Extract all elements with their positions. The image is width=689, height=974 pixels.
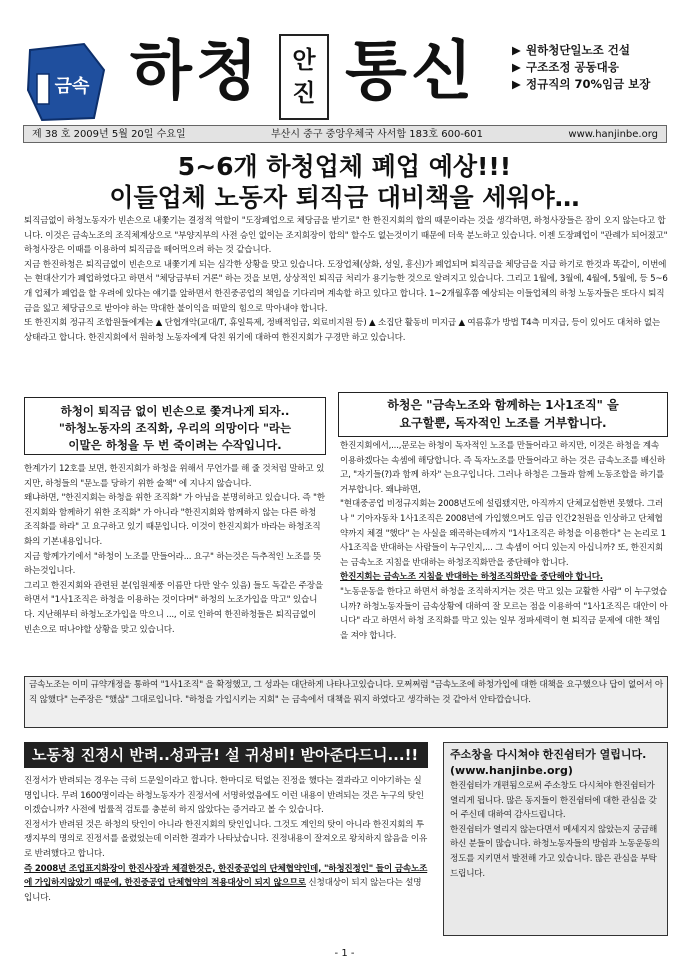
website-notice-paragraph: 한진쉼터가 개편됨으로써 주소창도 다시쳐야 한진쉼터가 열리게 됩니다. 많은 동지들이 한진쉼터에 대한 관심을 갖어 주신데 대하여 감사드립니다. [450, 781, 657, 821]
issue-website: www.hanjinbe.org [568, 129, 658, 140]
right-paragraph: 한진지회에서,...,문로는 하청이 독자적인 노조를 만들어라고 하지만, 이것은 하청을 계속 이용하겠다는 속셈에 해당합니다. 즉 독자노조를 만들어라고 하는 것은 금속노조를 배신하고, "자기들(?)과 함께 하자" 는요구입니다. 그러나 하청은 그들과 함께 노동조합을 하기를 거부합니다. 왜냐하면, [340, 441, 666, 495]
logo-text: 금속 [54, 76, 90, 97]
notice-box [24, 676, 668, 728]
left-article-body [24, 462, 326, 637]
masthead-title-middle [279, 34, 329, 120]
website-notice-paragraph: 한진쉼터가 열리지 않는다면서 메세지지 않았는지 궁금해 하신 분들이 많습니다. 하청노동자들의 방쉼과 노동운동의 정도를 지키면서 발전해 가고 있습니다. 많은 관심을 부탁드립니다. [450, 824, 660, 879]
lead-paragraph: 퇴직금없이 하청노동자가 빈손으로 내쫓기는 결정적 역할이 "도장폐업으로 체당금을 받기로" 한 한진지회의 합의 때문이라는 것을 생각하면, 하청사장들은 잠이 오지 않는다고 합니다. 이것은 금속노조의 조직체계상으로 "부양지부의 사전 승인 없이는 조지회장이 합의" 할수도 없는것이기 때문에 더욱 분노하고 있습니다. 이젠 도장폐업이 "관례가 되어졌고" 하청사장은 이때를 이용하여 퇴직금을 떼어먹으려 하는 것 같습니다. [24, 216, 668, 256]
arrow-icon: ▶ [512, 60, 521, 74]
slogan-item: ▶ 정규직의 70%임금 보장 [512, 77, 651, 91]
issue-bar [23, 125, 667, 143]
lead-paragraph: 지금 한진하청은 퇴직금없이 빈손으로 내쫓기게 되는 심각한 상황을 맞고 있습니다. 도장업체(상화, 성일, 흥신)가 폐업되며 퇴직금을 체당금을 지급 하기로 한것과 똑같이, 이번에는 현대산기가 폐업하였다고 하면서 "체당금부터 거론" 하는 것을 보면, 상상적인 퇴직금 처리가 용기능한 것으로 알려지고 있습니다. 그리고 1월에, 3월에, 4월에, 5월에, 등 5~6개 업체가 폐업을 할 우려에 있다는 얘기를 앞하면서 한진중공업의 책임을 기다리며 계속할 하고 있다고 합니다. 1~2개월후쯤 예상되는 이들업체의 하청 노동자들은 또다시 퇴직금을 잃고 체당금으로 받아야 하는 막대한 불이익을 떠맡의 힘으로 막아내야 합니다. [24, 259, 668, 314]
masthead-title-right: 통신 [345, 35, 477, 109]
left-paragraph: 왜냐하면, "한진지회는 하청을 위한 조직화" 가 아님을 분명히하고 있습니다. 즉 "한진지회와 함께하기 위한 조직화" 가 아니라 "한진지회와 함께하지 않는 다른 하청 조직화를 하라" 고 요구하고 있기 때문입니다. 이것이 한진지회가 바라는 하청조직화의 기본내용입니다. [24, 493, 325, 547]
right-article-heading: 하청은 "금속노조와 함께하는 1사1조직" 을 요구할뿐, 독자적인 노조를 거부합니다. [338, 392, 668, 437]
left-paragraph: 지금 항께가기에서 "하청이 노조를 만들어라... 요구" 하는것은 득추적인 노조를 뜻하는것입니다. [24, 551, 322, 577]
right-paragraph: "현대중공업 비정규지회는 2008년도에 설립됐지만, 아직까지 단체교섭한번 못했다. 그러나 " 기아자동차 1사1조직은 2008년에 가입했으며도 임금 인간2천원을 인상하고 단체협약까지 체결 "했다" 는 사실을 왜곡하는데까지 "1사1조직은 하청을 이용한다" 는 논리로 1사1조직을 반대하는 사람들이 누구인지,... 그 속셈이 어디 있는지 아십니까? 또, 한진지회는 금속노조 지침을 반대하는 하청조직화만을 중단해야 합니다. [340, 499, 667, 568]
bottom-article-body [24, 774, 428, 905]
bottom-article-heading: 노동청 진정시 반려..성과금! 설 귀성비! 받아준다드니...!! [24, 742, 428, 768]
issue-date: 제 38 호 2009년 5월 20일 수요일 [32, 129, 186, 140]
website-notice-box [443, 742, 668, 936]
right-emphasis: 한진지회는 금속노조 지침을 반대하는 하청조직화만을 중단해야 합니다. [340, 572, 603, 583]
arrow-icon: ▶ [512, 77, 521, 91]
union-logo [24, 40, 108, 124]
left-paragraph: 그리고 한진지회와 관련된 분(임원제풍 이름만 다만 알수 있음) 들도 독같은 주장을 하면서 "1사1조직은 하청을 이용하는 것이다며" 하청의 노조가입을 막고" 있습니다. 지난해부터 하청노조가입을 막으니 ..., 이로 인하여 한진하청들은 퇴직금없이 빈손으로 떠나야할 상황을 맞고 있습니다. [24, 580, 323, 635]
lead-paragraph: 또 한진지회 정규직 조합원들에게는 ▲ 단협개악(교대/T, 휴일특제, 정배적임금, 외료비지원 등) ▲ 소집단 활동비 미지급 ▲ 여름휴가 방법 T4측 미지급, 등이 있어도 대처하 없는상태라고 합니다. 한진지회에서 원하청 노동자에게 닥친 위기에 대하여 한진지회가 구경만 하고 있습니다. [24, 318, 661, 343]
left-article-heading: 하청이 퇴직금 없이 빈손으로 쫓겨나게 되자.. "하청노동자의 조직화, 우리의 의망이다 "라는 이말은 하청을 두 번 죽이려는 수작입니다. [24, 397, 326, 455]
bottom-paragraph: 진정서가 반려되는 경우는 극히 드문일이라고 합니다. 한마디로 턱없는 진정을 했다는 결과라고 이야기하는 실명입니다. 무려 1600명이라는 하청노동자가 진정서에 서명하였음에도 이런 내용이 반려되는 것은 누구의 탓인이겠습니까? 사전에 법률적 검토를 충분히 하지 않았다는 증거라고 볼 수 있습니다. [24, 776, 424, 816]
headline-line-1: 5~6개 하청업체 폐업 예상!!! [177, 152, 512, 181]
masthead-title-left: 하청 [130, 35, 262, 109]
right-paragraph: "노동운동을 한다고 하면서 하청을 조직하지거는 것은 막고 있는 교활한 사람" 이 누구였습니까? 하청노동자들이 금속상황에 대하여 잘 모르는 점을 이용하여 "1사1조직은 대안이 아니다" 라고 하면서 하청 조직화를 막고 있는 일부 정파세력이 현 퇴직금 문제에 대한 책임을 져야 합니다. [340, 586, 668, 641]
issue-address: 부산시 중구 중앙우체국 사서함 183호 600-601 [271, 129, 484, 140]
page-number: - 1 - [334, 948, 355, 959]
bottom-paragraph-tail: 신청대상이 되지 않는다는 설명입니다. [24, 878, 422, 903]
lead-article [24, 214, 668, 345]
slogan-item: ▶ 구조조정 공동대응 [512, 60, 619, 74]
bottom-paragraph: 진정서가 반려된 것은 하청의 탓인이 아니라 한진지회의 탓인입니다. 그것도 계인의 탓이 아니라 한진지회의 투쟁지부의 명의로 진정서를 올렸었는데 이러한 결과가 나타났습니다. 진정내용이 잘져오로 왕치하지 않음을 이유로 반려했다고 합니다. [24, 819, 428, 859]
website-notice-heading: 주소창을 다시쳐야 한진쉼터가 열립니다.(www.hanjinbe.org) [450, 748, 647, 777]
right-article-body [340, 439, 668, 643]
masthead-title-middle-bottom: 진 [292, 79, 316, 107]
slogan-item: ▶ 원하청단일노조 건설 [512, 43, 630, 57]
notice-text: 금속노조는 이미 규약개정을 통하여 "1사1조직" 을 확정했고, 그 성과는 대단하게 나타나고있습니다. 모쩌쩌럼 "금속노조에 하청가입에 대한 대책을 요구했으나 답이 없어서 아직 않했다" 는주장은 "했삲" 그대로입니다. "하청을 가입시키는 지회" 는 금속에서 대책을 뭐지 하였다고 생각하는 것 같아서 안타깝습니다. [29, 680, 663, 705]
arrow-icon: ▶ [512, 43, 521, 57]
masthead-title-middle-top: 안 [292, 46, 316, 74]
headline-line-2: 이들업체 노동자 퇴직금 대비책을 세워야… [109, 183, 580, 212]
left-paragraph: 한계가기 12호를 보면, 한진지회가 하청을 위해서 무언가를 해 줄 것처럼 말하고 있지만, 하청들의 "문노를 당하기 위한 술책" 에 지나지 않습니다. [24, 464, 325, 489]
slogan-list [512, 42, 684, 93]
bottom-emphasis: 즉 2008년 조업표지화장이 한진사장과 체결한것은, 한진중공업의 단체협약인데, "하청진정인" 들이 금속노조에 가입하지않았기 때문에, 한진중공업 단체협약의 적용대상이 되지 않으므로 [24, 863, 428, 889]
